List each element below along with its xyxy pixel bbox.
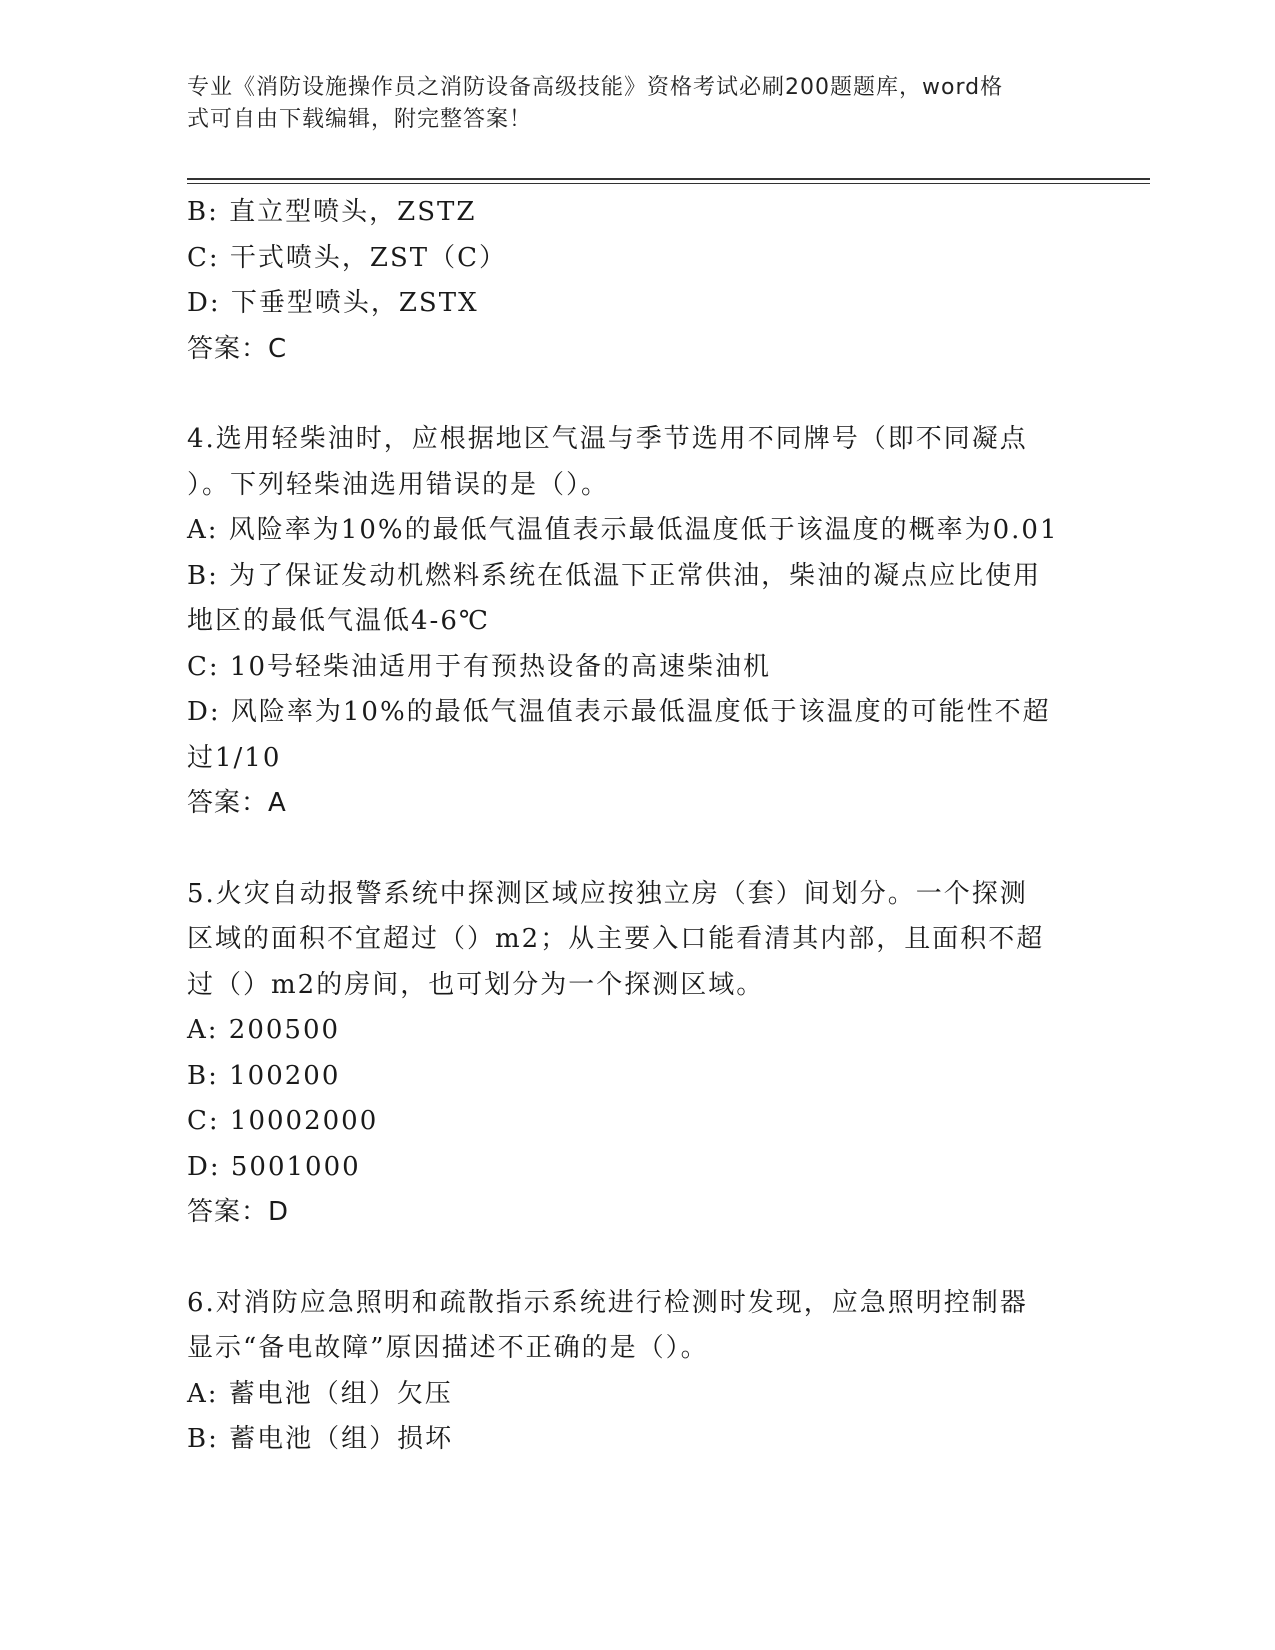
question-stem: 6.对消防应急照明和疏散指示系统进行检测时发现，应急照明控制器 [187,1287,1028,1318]
question-content [187,190,1067,1463]
question-5 [187,872,1067,1236]
header-rule-thick [187,178,1150,180]
option-a: A: 风险率为10%的最低气温值表示最低温度低于该温度的概率为0.01 [187,515,1059,545]
option-c: C: 10号轻柴油适用于有预热设备的高速柴油机 [187,651,772,682]
option-b: B: 直立型喷头，ZSTZ [187,197,477,227]
header-rule-thin [187,183,1150,184]
spacer [187,1236,1067,1281]
option-b-continued: 地区的最低气温低4-6℃ [187,606,490,636]
question-stem: 5.火灾自动报警系统中探测区域应按独立房（套）间划分。一个探测 [187,878,1028,909]
spacer [187,827,1067,872]
answer: 答案：C [187,333,288,364]
question-3-continued [187,190,1067,372]
header-line-2: 式可自由下载编辑，附完整答案！ [187,107,533,132]
option-b: B: 为了保证发动机燃料系统在低温下正常供油，柴油的凝点应比使用 [187,560,1042,591]
document-header [187,72,1067,136]
question-stem: 区域的面积不宜超过（）m2；从主要入口能看清其内部，且面积不超 [187,924,1045,954]
header-line-1: 专业《消防设施操作员之消防设备高级技能》资格考试必刷200题题库，word格 [187,75,1004,100]
answer: 答案：A [187,788,287,818]
option-d: D: 5001000 [187,1151,361,1182]
question-4 [187,417,1067,827]
question-stem: 过（）m2的房间，也可划分为一个探测区域。 [187,969,765,1000]
answer: 答案：D [187,1197,290,1227]
option-b: B: 100200 [187,1060,341,1091]
option-d-continued: 过1/10 [187,742,282,773]
question-stem: ）。下列轻柴油选用错误的是（）。 [187,469,610,500]
option-d: D: 风险率为10%的最低气温值表示最低温度低于该温度的可能性不超 [187,697,1051,727]
question-stem: 显示“备电故障”原因描述不正确的是（）。 [187,1333,709,1363]
question-stem: 4.选用轻柴油时，应根据地区气温与季节选用不同牌号（即不同凝点 [187,424,1028,454]
question-6 [187,1281,1067,1463]
option-b: B: 蓄电池（组）损坏 [187,1424,454,1454]
option-c: C: 干式喷头，ZST（C） [187,242,508,273]
option-c: C: 10002000 [187,1106,379,1136]
option-a: A: 200500 [187,1015,341,1045]
spacer [187,372,1067,417]
option-d: D: 下垂型喷头，ZSTX [187,288,479,318]
option-a: A: 蓄电池（组）欠压 [187,1378,453,1409]
